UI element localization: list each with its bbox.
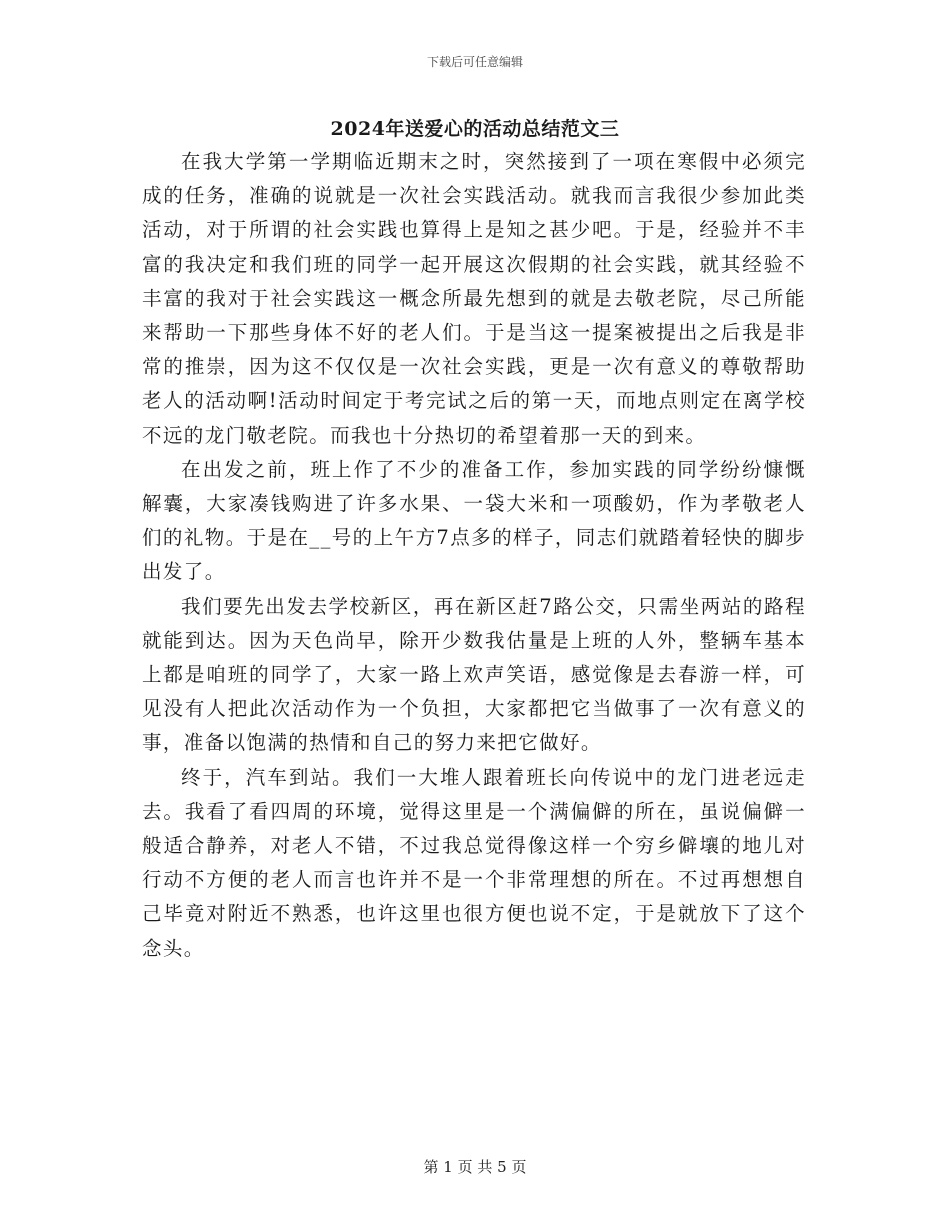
body-paragraph: 终于，汽车到站。我们一大堆人跟着班长向传说中的龙门进老远走去。我看了看四周的环境，觉得这里是一个满偏僻的所在，虽说偏僻一般适合静养，对老人不错，不过我总觉得像这样一个穷乡僻壤的地儿对行动不方便的老人而言也许并不是一个非常理想的所在。不过再想想自己毕竟对附近不熟悉，也许这里也很方便也说不定，于是就放下了这个念头。 (142, 765, 806, 960)
body-paragraph: 在出发之前，班上作了不少的准备工作，参加实践的同学纷纷慷慨解囊，大家凑钱购进了许多水果、一袋大米和一项酸奶，作为孝敬老人们的礼物。于是在__号的上午方7点多的样子，同志们就踏着轻快的脚步出发了。 (142, 457, 806, 584)
document-title: 2024年送爱心的活动总结范文三 (330, 118, 620, 140)
document-body (142, 145, 806, 966)
page-header-note: 下载后可任意编辑 (426, 55, 523, 69)
body-paragraph: 我们要先出发去学校新区，再在新区赶7路公交，只需坐两站的路程就能到达。因为天色尚早，除开少数我估量是上班的人外，整辆车基本上都是咱班的同学了，大家一路上欢声笑语，感觉像是去春游一样，可见没有人把此次活动作为一个负担，大家都把它当做事了一次有意义的事，准备以饱满的热情和自己的努力来把它做好。 (142, 594, 806, 755)
page-number-footer: 第 1 页 共 5 页 (423, 1158, 527, 1176)
body-paragraph: 在我大学第一学期临近期末之时，突然接到了一项在寒假中必须完成的任务，准确的说就是一次社会实践活动。就我而言我很少参加此类活动，对于所谓的社会实践也算得上是知之甚少吧。于是，经验并不丰富的我决定和我们班的同学一起开展这次假期的社会实践，就其经验不丰富的我对于社会实践这一概念所最先想到的就是去敬老院，尽己所能来帮助一下那些身体不好的老人们。于是当这一提案被提出之后我是非常的推崇，因为这不仅仅是一次社会实践，更是一次有意义的尊敬帮助老人的活动啊!活动时间定于考完试之后的第一天，而地点则定在离学校不远的龙门敬老院。而我也十分热切的希望着那一天的到来。 (142, 150, 806, 447)
